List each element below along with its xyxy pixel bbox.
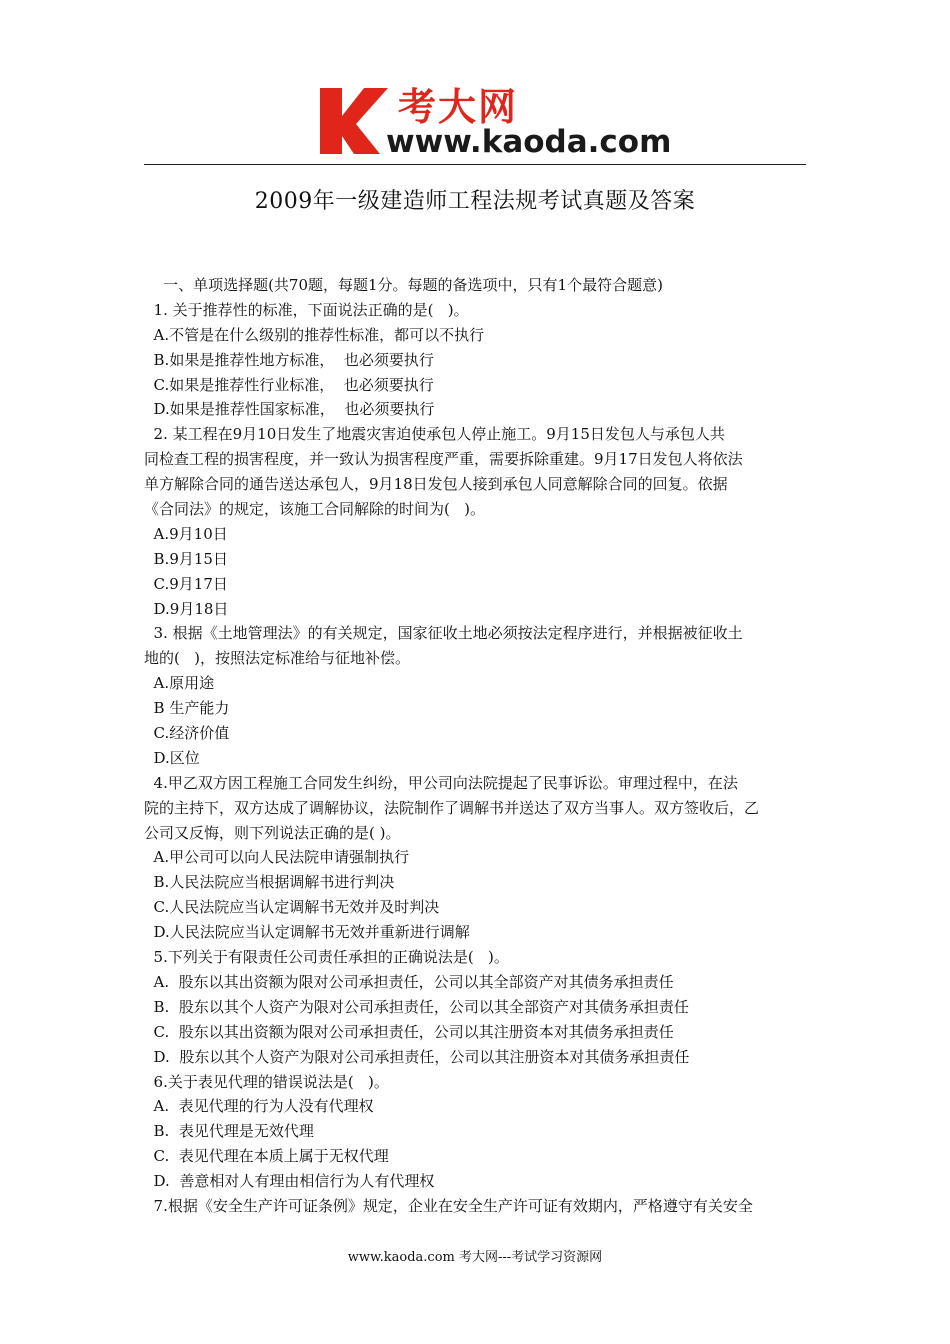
text-line: 同检查工程的损害程度，并一致认为损害程度严重，需要拆除重建。9月17日发包人将依法: [144, 450, 743, 469]
text-line: 一、单项选择题(共70题，每题1分。每题的备选项中，只有1个最符合题意): [144, 276, 663, 294]
header-divider: [144, 164, 806, 165]
text-line: 5.下列关于有限责任公司责任承担的正确说法是( )。: [144, 948, 509, 967]
text-line: 1. 关于推荐性的标准，下面说法正确的是( )。: [144, 300, 469, 319]
text-line: C.经济价值: [144, 724, 230, 743]
logo-url: www.kaoda.com: [386, 124, 672, 160]
text-line: A. 表见代理的行为人没有代理权: [144, 1097, 374, 1116]
logo-name: 考大网: [398, 85, 519, 129]
text-line: 3. 根据《土地管理法》的有关规定，国家征收土地必须按法定程序进行，并根据被征收土: [144, 624, 743, 643]
text-line: B. 表见代理是无效代理: [144, 1122, 314, 1141]
document-body: [144, 273, 810, 1219]
text-line: 4.甲乙双方因工程施工合同发生纠纷，甲公司向法院提起了民事诉讼。审理过程中，在法: [144, 773, 738, 792]
text-line: B 生产能力: [144, 699, 230, 718]
text-line: 2. 某工程在9月10日发生了地震灾害迫使承包人停止施工。9月15日发包人与承包人共: [144, 425, 725, 444]
text-line: C.9月17日: [144, 574, 228, 593]
text-line: A.9月10日: [144, 524, 228, 543]
text-line: A.不管是在什么级别的推荐性标准，都可以不执行: [144, 325, 485, 344]
text-line: C. 表见代理在本质上属于无权代理: [144, 1147, 389, 1166]
text-line: D.如果是推荐性国家标准， 也必须要执行: [144, 400, 435, 419]
text-line: D.9月18日: [144, 599, 229, 618]
text-line: A. 股东以其出资额为限对公司承担责任，公司以其全部资产对其债务承担责任: [144, 972, 674, 991]
text-line: B. 股东以其个人资产为限对公司承担责任，公司以其全部资产对其债务承担责任: [144, 997, 689, 1016]
site-logo: [318, 80, 672, 160]
text-line: 地的( )，按照法定标准给与征地补偿。: [144, 649, 411, 668]
text-line: 《合同法》的规定，该施工合同解除的时间为( )。: [144, 500, 486, 519]
text-line: D. 股东以其个人资产为限对公司承担责任，公司以其注册资本对其债务承担责任: [144, 1047, 690, 1066]
text-line: D.区位: [144, 748, 200, 767]
text-line: B.如果是推荐性地方标准， 也必须要执行: [144, 350, 434, 369]
text-line: 单方解除合同的通告送达承包人，9月18日发包人接到承包人同意解除合同的回复。依据: [144, 475, 728, 494]
text-line: C.人民法院应当认定调解书无效并及时判决: [144, 898, 440, 917]
document-title: 2009年一级建造师工程法规考试真题及答案: [254, 189, 696, 214]
text-line: 公司又反悔，则下列说法正确的是( )。: [144, 823, 401, 842]
text-line: C.如果是推荐性行业标准， 也必须要执行: [144, 375, 434, 394]
text-line: A.甲公司可以向人民法院申请强制执行: [144, 848, 410, 867]
text-line: B.9月15日: [144, 549, 228, 568]
text-line: 6.关于表见代理的错误说法是( )。: [144, 1072, 389, 1091]
text-line: C. 股东以其出资额为限对公司承担责任，公司以其注册资本对其债务承担责任: [144, 1022, 674, 1041]
text-line: A.原用途: [144, 674, 215, 693]
text-line: D.人民法院应当认定调解书无效并重新进行调解: [144, 923, 470, 942]
text-line: D. 善意相对人有理由相信行为人有代理权: [144, 1172, 435, 1191]
text-line: 院的主持下，双方达成了调解协议，法院制作了调解书并送达了双方当事人。双方签收后，乙: [144, 798, 760, 817]
text-line: 7.根据《安全生产许可证条例》规定，企业在安全生产许可证有效期内，严格遵守有关安全: [144, 1196, 753, 1215]
logo-k-mark: [320, 88, 388, 154]
kaoda-logo-graphic: [318, 80, 672, 160]
page-footer: www.kaoda.com 考大网---考试学习资源网: [347, 1250, 603, 1265]
text-line: B.人民法院应当根据调解书进行判决: [144, 873, 395, 892]
